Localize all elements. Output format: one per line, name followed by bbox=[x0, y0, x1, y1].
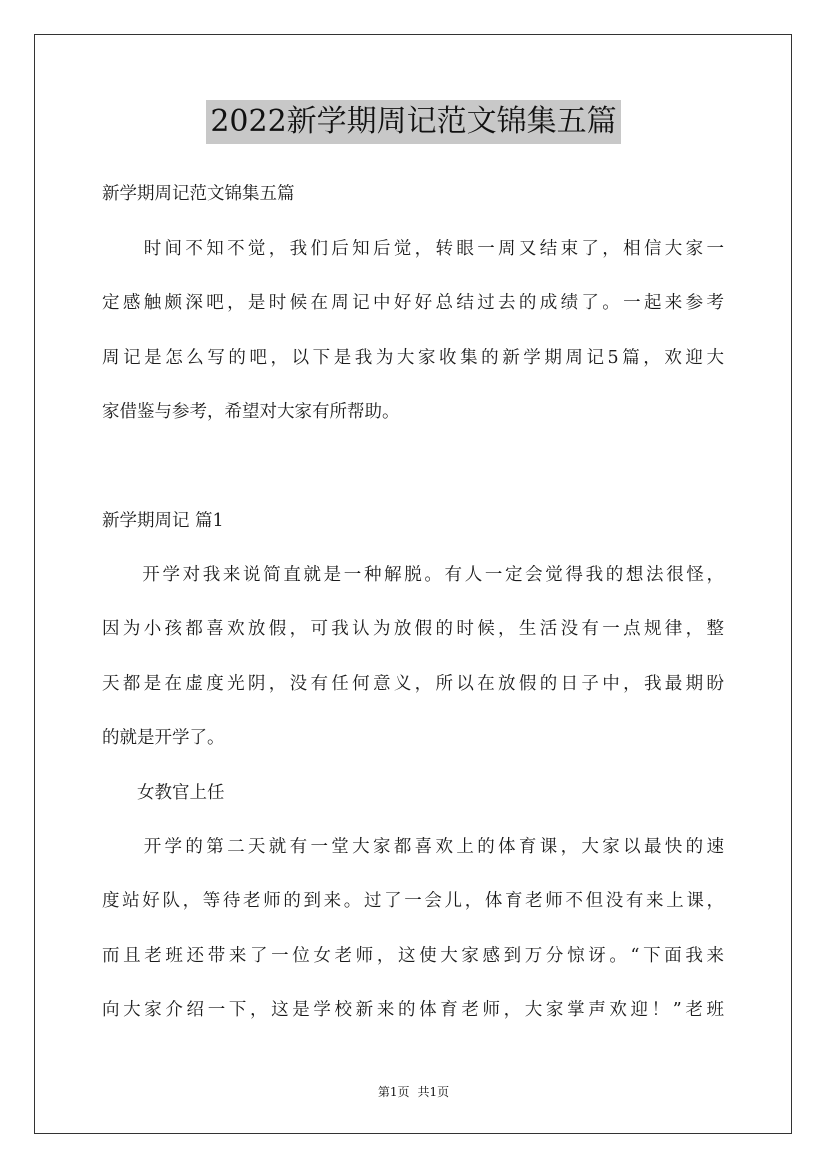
page-number: 第1页 bbox=[377, 1085, 410, 1099]
title-container bbox=[0, 100, 827, 144]
subheading-line: 女教官上任 bbox=[102, 783, 225, 803]
page-footer bbox=[0, 1084, 827, 1100]
paragraph-line: 周记是怎么写的吧，以下是我为大家收集的新学期周记5篇，欢迎大 bbox=[102, 348, 724, 368]
page-total: 共1页 bbox=[417, 1085, 450, 1099]
paragraph-line: 家借鉴与参考，希望对大家有所帮助。 bbox=[102, 402, 400, 422]
paragraph-line: 向大家介绍一下，这是学校新来的体育老师，大家掌声欢迎！”老班 bbox=[102, 1000, 724, 1020]
paragraph-line: 时间不知不觉，我们后知后觉，转眼一周又结束了，相信大家一 bbox=[102, 239, 724, 259]
subtitle-line: 新学期周记范文锦集五篇 bbox=[102, 184, 295, 204]
section-heading: 新学期周记 篇1 bbox=[102, 511, 224, 531]
paragraph-line: 开学的第二天就有一堂大家都喜欢上的体育课，大家以最快的速 bbox=[102, 837, 724, 857]
paragraph-line: 而且老班还带来了一位女老师，这使大家感到万分惊讶。“下面我来 bbox=[102, 946, 724, 966]
document-title: 2022新学期周记范文锦集五篇 bbox=[206, 100, 620, 144]
paragraph-line: 度站好队，等待老师的到来。过了一会儿，体育老师不但没有来上课， bbox=[102, 891, 724, 911]
paragraph-line: 天都是在虚度光阴，没有任何意义，所以在放假的日子中，我最期盼 bbox=[102, 674, 724, 694]
paragraph-line: 定感触颇深吧，是时候在周记中好好总结过去的成绩了。一起来参考 bbox=[102, 293, 724, 313]
paragraph-line: 的就是开学了。 bbox=[102, 728, 225, 748]
paragraph-line: 因为小孩都喜欢放假，可我认为放假的时候，生活没有一点规律，整 bbox=[102, 619, 724, 639]
paragraph-line: 开学对我来说简直就是一种解脱。有人一定会觉得我的想法很怪， bbox=[102, 565, 724, 585]
